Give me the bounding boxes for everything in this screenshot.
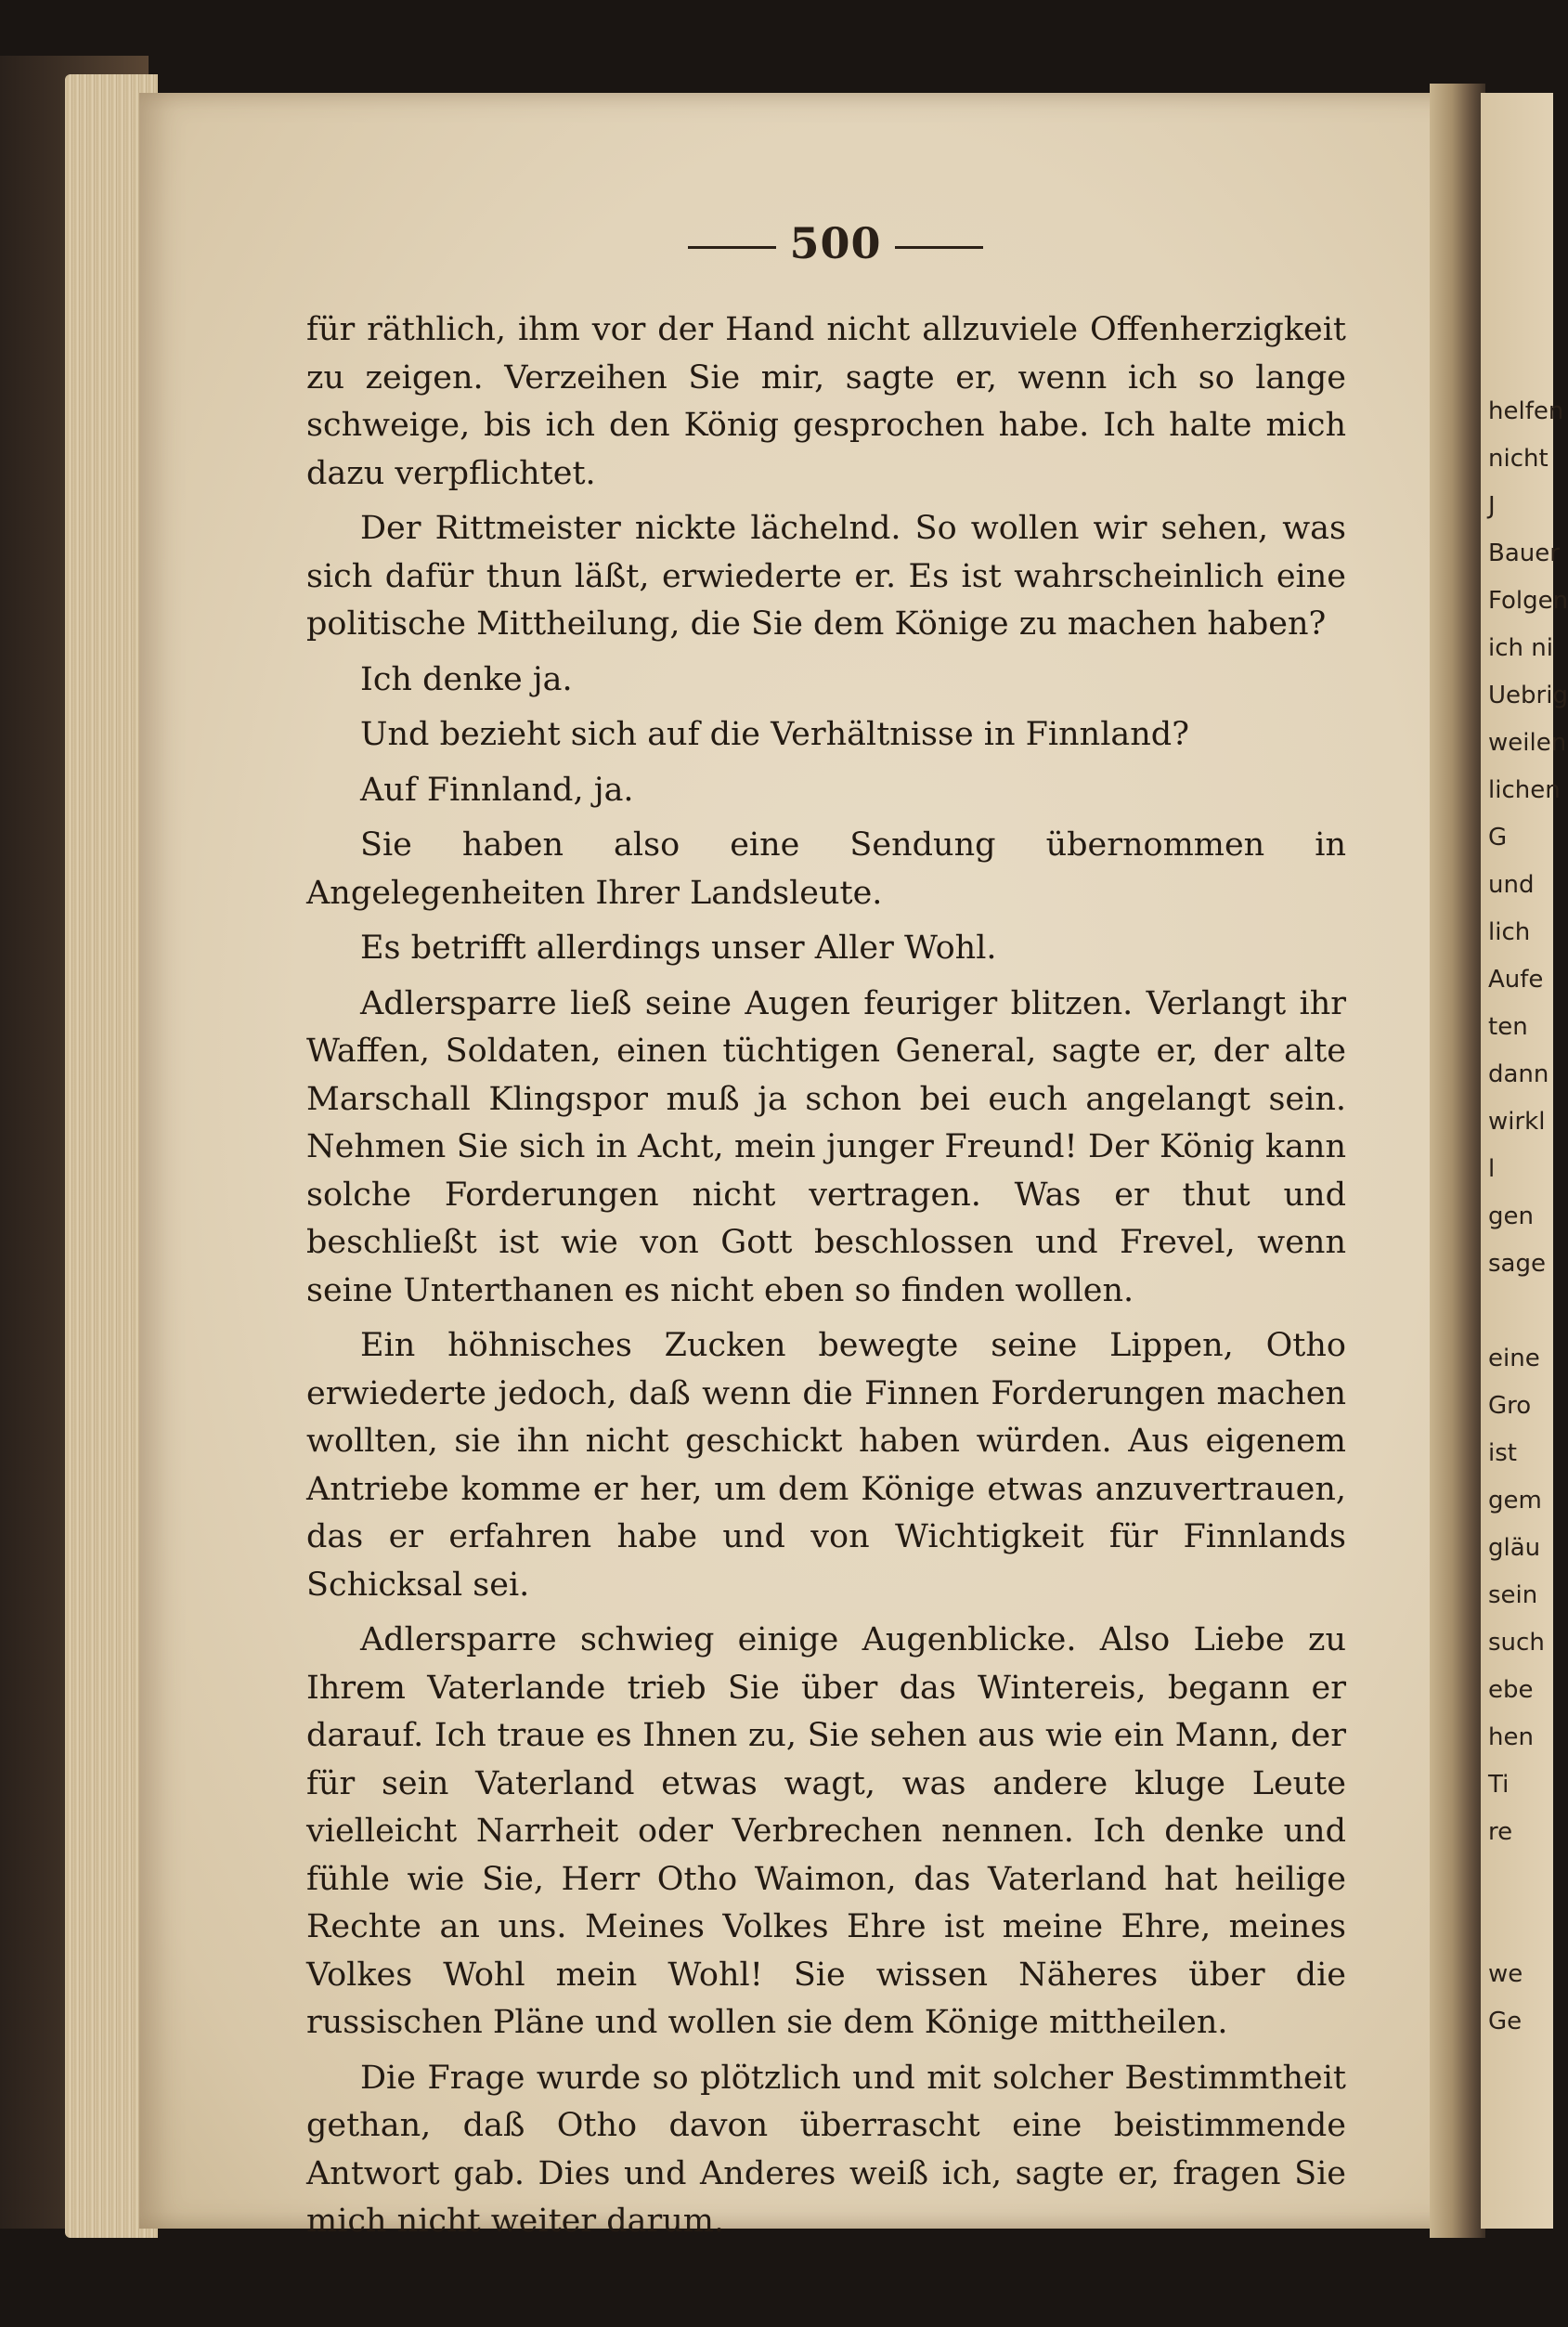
facing-page-fragment: Ge (1488, 2008, 1523, 2035)
facing-page-fragment: hen (1488, 1723, 1534, 1751)
book-gutter (1430, 84, 1485, 2238)
facing-page-fragment: weilen (1488, 729, 1567, 757)
paragraph: Ich denke ja. (360, 660, 573, 698)
facing-page-fragment: ich ni (1488, 634, 1553, 662)
facing-page-fragment: eine (1488, 1345, 1540, 1372)
facing-page-fragment: und (1488, 871, 1535, 899)
facing-page-fragment: gläu (1488, 1534, 1541, 1562)
paragraph: Adlersparre schwieg einige Augenblicke. Also Liebe zu Ihrem Vaterlande trieb Sie über das Wintereis, begann er darauf. Ich traue es Ihnen zu, Sie sehen aus wie ein Mann, der für sein Vaterland etwas wagt, was andere kluge Leute vielleicht Narrheit oder Verbrechen nennen. Ich denke und fühle wie Sie, Herr Otho Waimon, das Vaterland hat heilige Rechte an uns. Meines Volkes Ehre ist meine Ehre, meines Volkes Wohl mein Wohl! Sie wissen Näheres über die russischen Pläne und wollen sie dem Könige mittheilen. (306, 1621, 1346, 2041)
paragraph: Ein höhnisches Zucken bewegte seine Lippen, Otho erwiederte jedoch, daß wenn die Finnen Forderungen machen wollten, sie ihn nicht geschickt haben würden. Aus eigenem Antriebe komme er her, um dem Könige etwas anzuvertrauen, das er erfahren habe und von Wichtigkeit für Finnlands Schicksal sei. (306, 1327, 1346, 1604)
facing-page-fragment: lichen (1488, 776, 1561, 804)
facing-page-fragment: sage (1488, 1250, 1546, 1278)
page-number-rule-left (688, 246, 776, 249)
facing-page-fragment (1488, 1856, 1553, 1904)
facing-page-fragment: ebe (1488, 1676, 1534, 1704)
facing-page-fragment: l (1488, 1155, 1496, 1183)
page-number-rule-right (895, 246, 983, 249)
paragraph: Adlersparre ließ seine Augen feuriger blitzen. Verlangt ihr Waffen, Soldaten, einen tüchtigen General, sagte er, der alte Marschall Klingspor muß ja schon bei euch angelangt sein. Nehmen Sie sich in Acht, mein junger Freund! Der König kann solche Forderungen nicht vertragen. Was er thut und beschließt ist wie von Gott beschlossen und Frevel, wenn seine Unterthanen es nicht eben so finden wollen. (306, 984, 1346, 1309)
facing-page-fragment: gen (1488, 1202, 1534, 1230)
facing-page-fragment: sein (1488, 1581, 1538, 1609)
facing-page-fragment: such (1488, 1629, 1545, 1657)
facing-page-fragment: G (1488, 824, 1508, 852)
facing-page-fragment: we (1488, 1960, 1523, 1988)
facing-page-fragment: Aufe (1488, 966, 1544, 994)
facing-page-fragment: ist (1488, 1439, 1517, 1467)
paragraph: für räthlich, ihm vor der Hand nicht allzuviele Offenherzigkeit zu zeigen. Verzeihen Sie mir, sagte er, wenn ich so lange schweige, bis ich den König gesprochen habe. Ich halte mich dazu verpflichtet. (306, 311, 1346, 492)
paragraph: Auf Finnland, ja. (360, 771, 634, 809)
facing-page-fragment: wirkl (1488, 1108, 1546, 1136)
facing-page-fragment (1488, 1904, 1553, 1951)
body-text (306, 306, 1346, 2246)
facing-page-fragment: helfen (1488, 397, 1564, 425)
facing-page-fragment: re (1488, 1818, 1513, 1846)
facing-page-fragment: ten (1488, 1013, 1528, 1041)
facing-page-fragment: gem (1488, 1487, 1542, 1514)
paragraph: Die Frage wurde so plötzlich und mit solcher Bestimmtheit gethan, daß Otho davon überrascht eine beistimmende Antwort gab. Dies und Anderes weiß ich, sagte er, fragen Sie mich nicht weiter darum. (306, 2059, 1346, 2240)
facing-page-fragment: Ti (1488, 1771, 1510, 1799)
paragraph: Sie haben also eine Sendung übernommen in Angelegenheiten Ihrer Landsleute. (306, 826, 1346, 912)
facing-page-fragment: nicht (1488, 445, 1549, 473)
facing-page-edge (1481, 93, 1568, 2229)
facing-page-fragment: dann (1488, 1060, 1549, 1088)
facing-page-fragment: lich (1488, 918, 1531, 946)
paragraph: Es betrifft allerdings unser Aller Wohl. (360, 930, 997, 967)
facing-page-fragment: Gro (1488, 1392, 1532, 1420)
paragraph: Und bezieht sich auf die Verhältnisse in Finnland? (360, 716, 1189, 753)
page-number-value: 500 (789, 218, 882, 268)
facing-page-fragment: J (1488, 492, 1496, 520)
facing-page-fragment: Folgen (1488, 587, 1568, 615)
paragraph: Der Rittmeister nickte lächelnd. So wollen wir sehen, was sich dafür thun läßt, erwiederte er. Es ist wahrscheinlich eine politische Mittheilung, die Sie dem Könige zu machen haben? (306, 510, 1346, 643)
facing-page-fragment: Uebrig (1488, 682, 1568, 709)
facing-page-fragments (1488, 388, 1568, 2046)
facing-page-fragment: Bauer (1488, 540, 1560, 567)
facing-page-fragment (1488, 1288, 1553, 1335)
page-number (668, 218, 1003, 268)
